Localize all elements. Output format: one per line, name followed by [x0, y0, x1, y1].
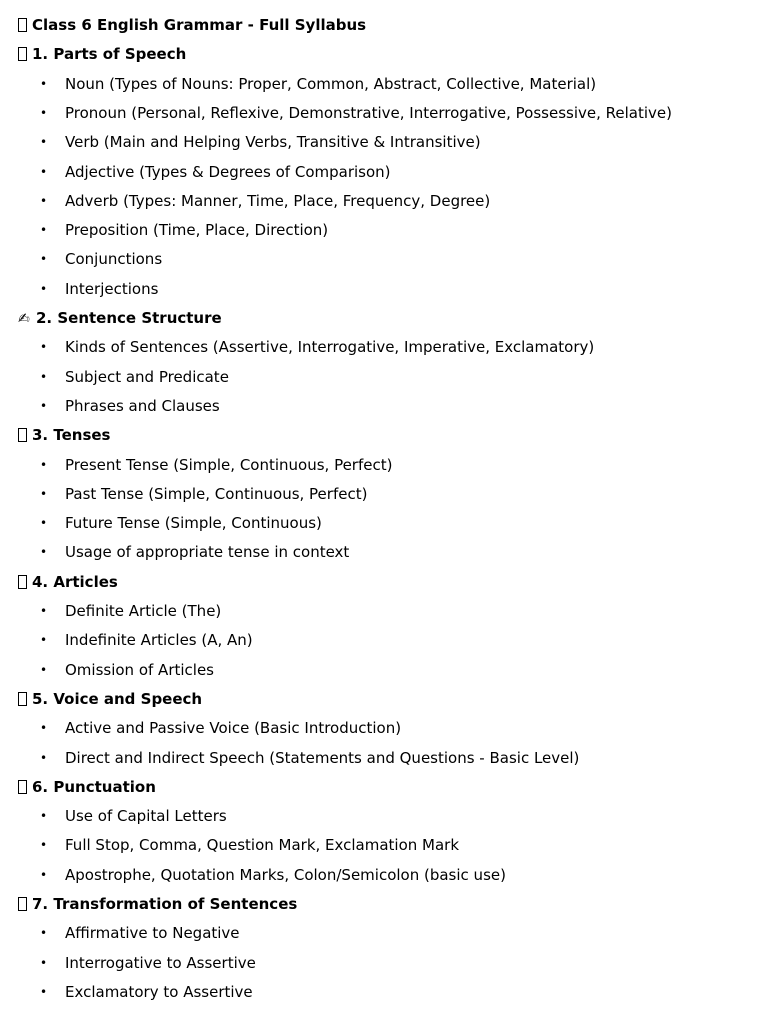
- section-heading-text: 6. Punctuation: [32, 777, 156, 796]
- section-heading-text: 4. Articles: [32, 572, 118, 591]
- bullet-icon: •: [40, 984, 48, 999]
- list-item-text: Conjunctions: [65, 250, 163, 269]
- list-item-text: Present Tense (Simple, Continuous, Perfect): [65, 455, 393, 474]
- list-item-text: Interjections: [65, 279, 159, 298]
- list-item-text: Omission of Articles: [65, 660, 214, 679]
- list-item-text: Noun (Types of Nouns: Proper, Common, Abstract, Collective, Material): [65, 74, 597, 93]
- bullet-icon: •: [40, 633, 48, 648]
- missing-glyph-icon: [18, 47, 27, 61]
- list-item-text: Full Stop, Comma, Question Mark, Exclamation Mark: [65, 836, 460, 855]
- missing-glyph-icon: [18, 18, 27, 32]
- bullet-icon: •: [40, 340, 48, 355]
- list-item-text: Indefinite Articles (A, An): [65, 631, 253, 650]
- section-heading-text: 1. Parts of Speech: [32, 45, 187, 64]
- list-item-text: Usage of appropriate tense in context: [65, 543, 350, 562]
- missing-glyph-icon: [18, 692, 27, 706]
- section-heading: [18, 890, 297, 919]
- section-heading-text: 5. Voice and Speech: [32, 689, 203, 708]
- bullet-icon: •: [40, 545, 48, 560]
- bullet-icon: •: [40, 252, 48, 267]
- page-title: [18, 11, 366, 40]
- bullet-icon: •: [40, 164, 48, 179]
- bullet-icon: •: [40, 135, 48, 150]
- list-item-text: Phrases and Clauses: [65, 396, 220, 415]
- section-heading-text: 3. Tenses: [32, 426, 111, 445]
- list-item-text: Past Tense (Simple, Continuous, Perfect): [65, 484, 368, 503]
- bullet-icon: •: [40, 223, 48, 238]
- bullet-icon: •: [40, 76, 48, 91]
- bullet-icon: •: [40, 955, 48, 970]
- missing-glyph-icon: [18, 897, 27, 911]
- section-heading: [18, 685, 202, 714]
- bullet-icon: •: [40, 398, 48, 413]
- missing-glyph-icon: [18, 575, 27, 589]
- bullet-icon: •: [40, 457, 48, 472]
- bullet-icon: •: [40, 926, 48, 941]
- bullet-icon: •: [40, 516, 48, 531]
- section-heading: [18, 304, 222, 333]
- section-heading-text: 2. Sentence Structure: [36, 309, 222, 327]
- list-item-text: Active and Passive Voice (Basic Introduction): [65, 719, 402, 738]
- bullet-icon: •: [40, 838, 48, 853]
- list-item-text: Adjective (Types & Degrees of Comparison): [65, 162, 391, 181]
- bullet-icon: •: [40, 486, 48, 501]
- list-item-text: Kinds of Sentences (Assertive, Interrogative, Imperative, Exclamatory): [65, 338, 595, 357]
- bullet-icon: •: [40, 105, 48, 120]
- list-item-text: Future Tense (Simple, Continuous): [65, 514, 322, 533]
- list-item-text: Exclamatory to Assertive: [65, 982, 253, 1001]
- list-item-text: Interrogative to Assertive: [65, 953, 256, 972]
- list-item-text: Use of Capital Letters: [65, 807, 227, 826]
- section-heading: [18, 421, 110, 450]
- bullet-icon: •: [40, 662, 48, 677]
- list-item-text: Pronoun (Personal, Reflexive, Demonstrative, Interrogative, Possessive, Relative): [65, 103, 673, 122]
- bullet-icon: •: [40, 281, 48, 296]
- bullet-icon: •: [40, 721, 48, 736]
- list-item-text: Adverb (Types: Manner, Time, Place, Frequency, Degree): [65, 191, 491, 210]
- missing-glyph-icon: [18, 780, 27, 794]
- bullet-icon: •: [40, 867, 48, 882]
- section-heading-text: 7. Transformation of Sentences: [32, 895, 298, 913]
- bullet-icon: •: [40, 750, 48, 765]
- list-item-text: Direct and Indirect Speech (Statements and Questions - Basic Level): [65, 748, 580, 767]
- writing-hand-icon: ✍: [18, 311, 30, 327]
- section-heading: [18, 773, 156, 802]
- bullet-icon: •: [40, 369, 48, 384]
- list-item-text: Definite Article (The): [65, 602, 222, 620]
- bullet-icon: •: [40, 604, 48, 618]
- list-item-text: Preposition (Time, Place, Direction): [65, 221, 329, 240]
- bullet-icon: •: [40, 809, 48, 824]
- page-title-text: Class 6 English Grammar - Full Syllabus: [32, 16, 367, 34]
- list-item-text: Apostrophe, Quotation Marks, Colon/Semicolon (basic use): [65, 865, 506, 884]
- list-item-text: Affirmative to Negative: [65, 924, 240, 943]
- section-heading: [18, 40, 186, 69]
- section-heading: [18, 568, 118, 597]
- list-item-text: Subject and Predicate: [65, 367, 229, 386]
- list-item-text: Verb (Main and Helping Verbs, Transitive & Intransitive): [65, 133, 481, 152]
- missing-glyph-icon: [18, 428, 27, 442]
- bullet-icon: •: [40, 193, 48, 208]
